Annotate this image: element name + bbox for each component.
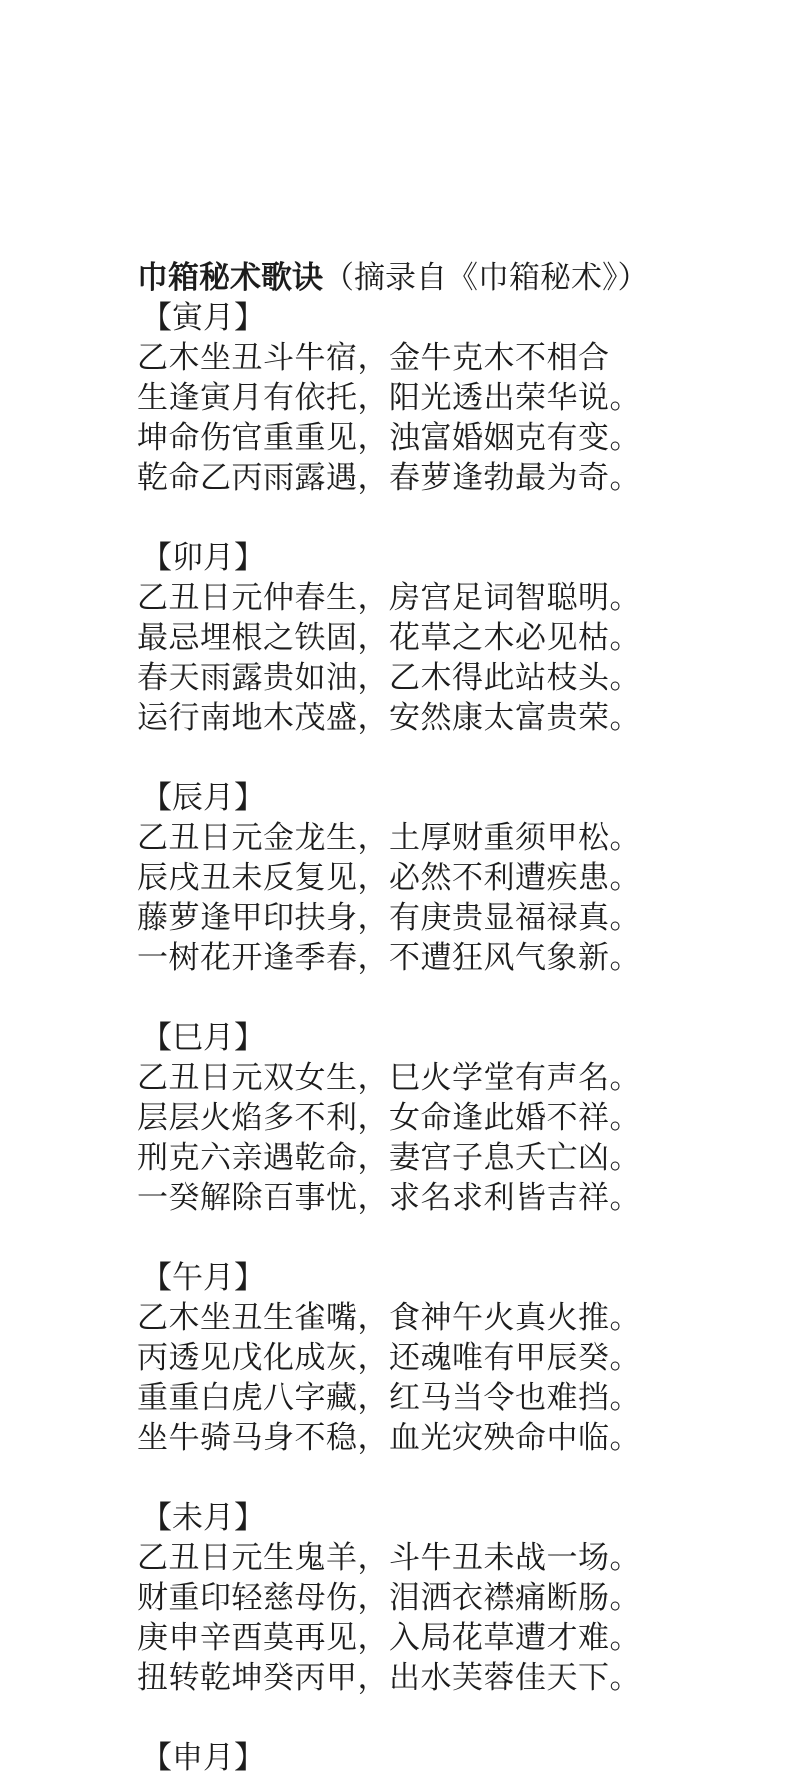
month-heading: 【未月】 (141, 1500, 265, 1536)
verse-line: 辰戌丑未反复见，必然不利遭疾患。 (137, 860, 641, 896)
verse-section (137, 298, 777, 538)
verse-line: 扭转乾坤癸丙甲，出水芙蓉佳天下。 (137, 1660, 641, 1696)
verse-line: 乙木坐丑生雀嘴，食神午火真火推。 (137, 1300, 641, 1336)
verse-line: 最忌埋根之铁固，花草之木必见枯。 (137, 620, 641, 656)
verse-line: 藤萝逢甲印扶身，有庚贵显福禄真。 (137, 900, 641, 936)
month-heading: 【卯月】 (141, 540, 265, 576)
verse-line: 刑克六亲遇乾命，妻宫子息夭亡凶。 (137, 1140, 641, 1176)
verse-line: 一癸解除百事忧，求名求利皆吉祥。 (137, 1180, 641, 1216)
verse-line: 运行南地木茂盛，安然康太富贵荣。 (137, 700, 641, 736)
verse-line: 重重白虎八字藏，红马当令也难挡。 (137, 1380, 641, 1416)
section-spacer (137, 738, 777, 778)
month-heading: 【寅月】 (141, 300, 265, 336)
verse-line: 层层火焰多不利，女命逢此婚不祥。 (137, 1100, 641, 1136)
document-body (137, 258, 777, 1778)
verse-line: 乙丑日元仲春生，房宫足词智聪明。 (137, 580, 641, 616)
verse-line: 丙透见戊化成灰，还魂唯有甲辰癸。 (137, 1340, 641, 1376)
verse-line: 乾命乙丙雨露遇，春萝逢勃最为奇。 (137, 460, 641, 496)
month-heading: 【辰月】 (141, 780, 265, 816)
verse-line: 财重印轻慈母伤，泪洒衣襟痛断肠。 (137, 1580, 641, 1616)
verse-section (137, 1258, 777, 1498)
verse-sections (137, 298, 777, 1778)
verse-section (137, 538, 777, 778)
verse-line: 乙木坐丑斗牛宿，金牛克木不相合 (137, 340, 610, 376)
month-heading: 【申月】 (141, 1740, 265, 1776)
verse-line: 生逢寅月有依托，阳光透出荣华说。 (137, 380, 641, 416)
verse-line: 一树花开逢季春，不遭狂风气象新。 (137, 940, 641, 976)
title-subtitle: （摘录自《巾箱秘术》） (323, 260, 649, 296)
month-heading: 【巳月】 (141, 1020, 265, 1056)
verse-section (137, 778, 777, 1018)
verse-section (137, 1498, 777, 1738)
verse-line: 乙丑日元生鬼羊，斗牛丑未战一场。 (137, 1540, 641, 1576)
section-spacer (137, 498, 777, 538)
month-heading: 【午月】 (141, 1260, 265, 1296)
verse-line: 坐牛骑马身不稳，血光灾殃命中临。 (137, 1420, 641, 1456)
verse-line: 春天雨露贵如油，乙木得此站枝头。 (137, 660, 641, 696)
section-spacer (137, 1698, 777, 1738)
verse-section (137, 1738, 777, 1778)
section-spacer (137, 978, 777, 1018)
verse-line: 庚申辛酉莫再见，入局花草遭才难。 (137, 1620, 641, 1656)
section-spacer (137, 1218, 777, 1258)
verse-line: 乙丑日元金龙生，土厚财重须甲松。 (137, 820, 641, 856)
page-title (137, 258, 777, 298)
title-main: 巾箱秘术歌诀 (137, 260, 323, 296)
section-spacer (137, 1458, 777, 1498)
verse-line: 坤命伤官重重见，浊富婚姻克有变。 (137, 420, 641, 456)
verse-section (137, 1018, 777, 1258)
verse-line: 乙丑日元双女生，巳火学堂有声名。 (137, 1060, 641, 1096)
